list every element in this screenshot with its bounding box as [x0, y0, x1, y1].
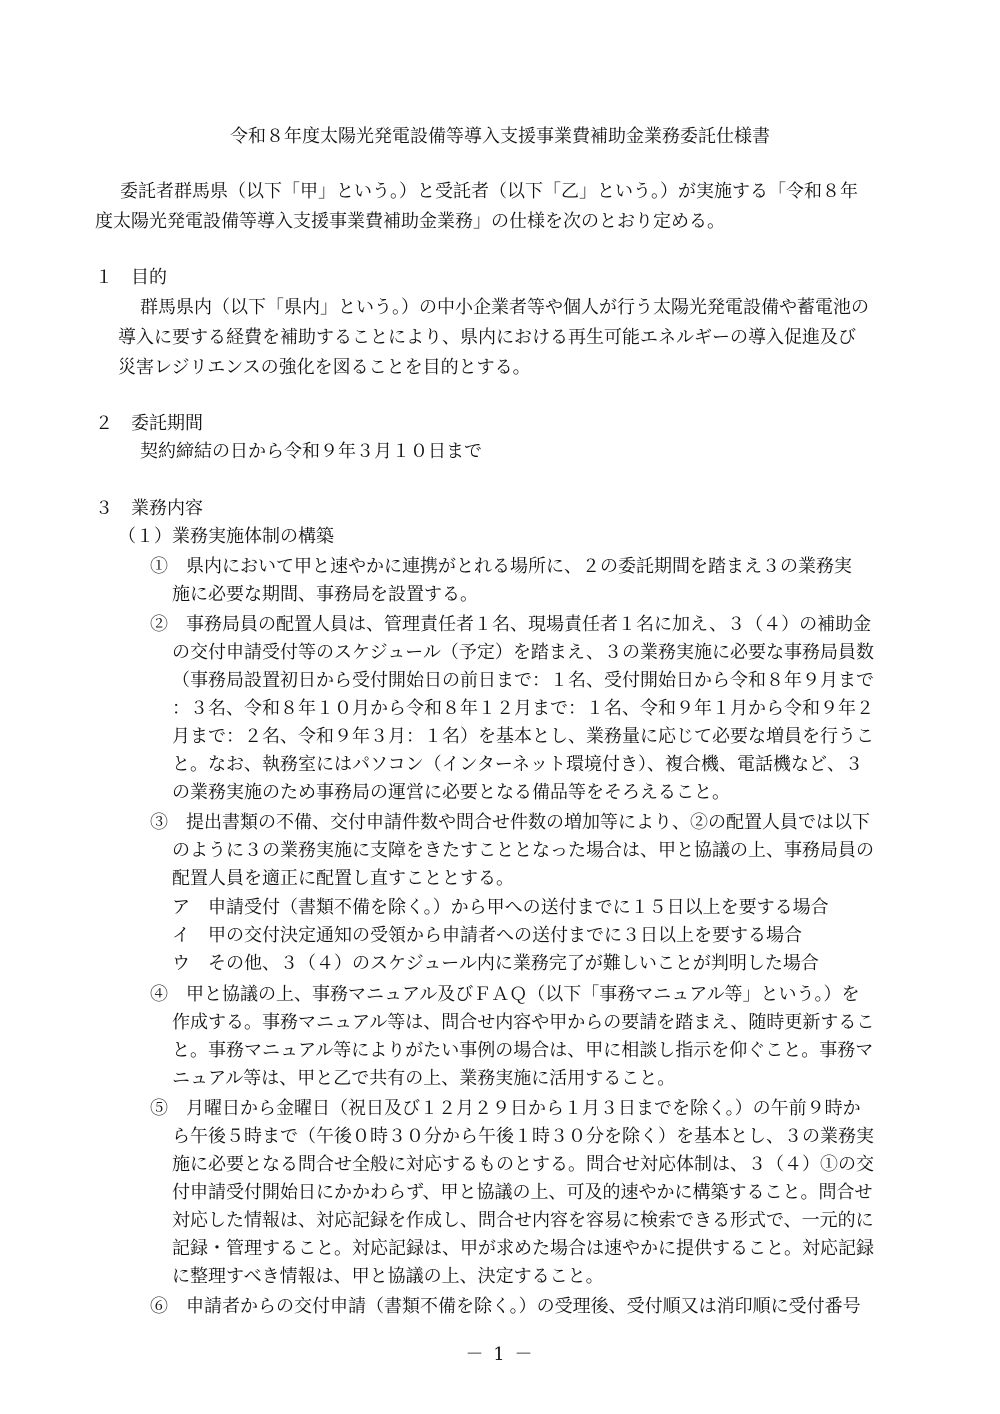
section-1-line-2: 導入に要する経費を補助することにより、県内における再生可能エネルギーの導入促進及び: [118, 327, 856, 348]
section-2-line-1: 契約締結の日から令和９年３月１０日まで: [140, 441, 482, 462]
item-2-line-3: （事務局設置初日から受付開始日の前日まで：１名、受付開始日から令和８年９月まで: [172, 670, 874, 691]
item-6-line-1: ⑥ 申請者からの交付申請（書類不備を除く。）の受理後、受付順又は消印順に受付番号: [150, 1296, 861, 1317]
item-5-line-3: 施に必要となる問合せ全般に対応するものとする。問合せ対応体制は、３（４）①の交: [172, 1154, 874, 1175]
intro-line-2: 度太陽光発電設備等導入支援事業費補助金業務」の仕様を次のとおり定める。: [95, 211, 725, 232]
item-3-sub-a: ア 申請受付（書類不備を除く。）から甲への送付までに１５日以上を要する場合: [172, 897, 829, 918]
item-3-sub-u: ウ その他、３（４）のスケジュール内に業務完了が難しいことが判明した場合: [172, 953, 819, 974]
item-5-line-1: ⑤ 月曜日から金曜日（祝日及び１２月２９日から１月３日までを除く。）の午前９時か: [150, 1098, 861, 1119]
item-2-line-6: と。なお、執務室にはパソコン（インターネット環境付き）、複合機、電話機など、３: [172, 754, 864, 775]
item-5-line-4: 付申請受付開始日にかかわらず、甲と協議の上、可及的速やかに構築すること。問合せ: [172, 1182, 873, 1203]
section-1-line-3: 災害レジリエンスの強化を図ることを目的とする。: [118, 357, 531, 378]
item-5-line-5: 対応した情報は、対応記録を作成し、問合せ内容を容易に検索できる形式で、一元的に: [172, 1210, 874, 1231]
document-title: 令和８年度太陽光発電設備等導入支援事業費補助金業務委託仕様書: [230, 126, 770, 147]
item-1-line-2: 施に必要な期間、事務局を設置する。: [172, 584, 478, 605]
item-3-line-3: 配置人員を適正に配置し直すこととする。: [172, 868, 514, 889]
item-4-line-1: ④ 甲と協議の上、事務マニュアル及びＦＡＱ（以下「事務マニュアル等」という。）を: [150, 984, 860, 1005]
item-3-sub-i: イ 甲の交付決定通知の受領から申請者への送付までに３日以上を要する場合: [172, 925, 802, 946]
item-2-line-4: ：３名、令和８年１０月から令和８年１２月まで：１名、令和９年１月から令和９年２: [172, 698, 874, 719]
item-3-line-2: のように３の業務実施に支障をきたすこととなった場合は、甲と協議の上、事務局員の: [172, 840, 874, 861]
item-5-line-2: ら午後５時まで（午後０時３０分から午後１時３０分を除く）を基本とし、３の業務実: [172, 1126, 874, 1147]
section-1-heading: １ 目的: [95, 267, 167, 288]
item-4-line-3: と。事務マニュアル等によりがたい事例の場合は、甲に相談し指示を仰ぐこと。事務マ: [172, 1040, 874, 1061]
page-number: － 1 －: [465, 1344, 535, 1365]
section-3-heading: ３ 業務内容: [95, 498, 203, 519]
item-5-line-6: 記録・管理すること。対応記録は、甲が求めた場合は速やかに提供すること。対応記録: [172, 1238, 874, 1259]
item-2-line-5: 月まで：２名、令和９年３月：１名）を基本とし、業務量に応じて必要な増員を行うこ: [172, 726, 874, 747]
item-5-line-7: に整理すべき情報は、甲と協議の上、決定すること。: [172, 1266, 604, 1287]
intro-line-1: 委託者群馬県（以下「甲」という。）と受託者（以下「乙」という。）が実施する「令和８年: [120, 181, 858, 202]
section-1-line-1: 群馬県内（以下「県内」という。）の中小企業者等や個人が行う太陽光発電設備や蓄電池の: [140, 297, 869, 318]
item-1-line-1: ① 県内において甲と速やかに連携がとれる場所に、２の委託期間を踏まえ３の業務実: [150, 556, 852, 577]
subsection-1-heading: （１）業務実施体制の構築: [118, 526, 334, 547]
item-2-line-7: の業務実施のため事務局の運営に必要となる備品等をそろえること。: [172, 782, 730, 803]
section-2-heading: ２ 委託期間: [95, 413, 203, 434]
item-2-line-1: ② 事務局員の配置人員は、管理責任者１名、現場責任者１名に加え、３（４）の補助金: [150, 614, 872, 635]
item-2-line-2: の交付申請受付等のスケジュール（予定）を踏まえ、３の業務実施に必要な事務局員数: [172, 642, 874, 663]
item-4-line-2: 作成する。事務マニュアル等は、問合せ内容や甲からの要請を踏まえ、随時更新するこ: [172, 1012, 875, 1033]
item-3-line-1: ③ 提出書類の不備、交付申請件数や問合せ件数の増加等により、②の配置人員では以下: [150, 812, 870, 833]
item-4-line-4: ニュアル等は、甲と乙で共有の上、業務実施に活用すること。: [172, 1068, 676, 1089]
